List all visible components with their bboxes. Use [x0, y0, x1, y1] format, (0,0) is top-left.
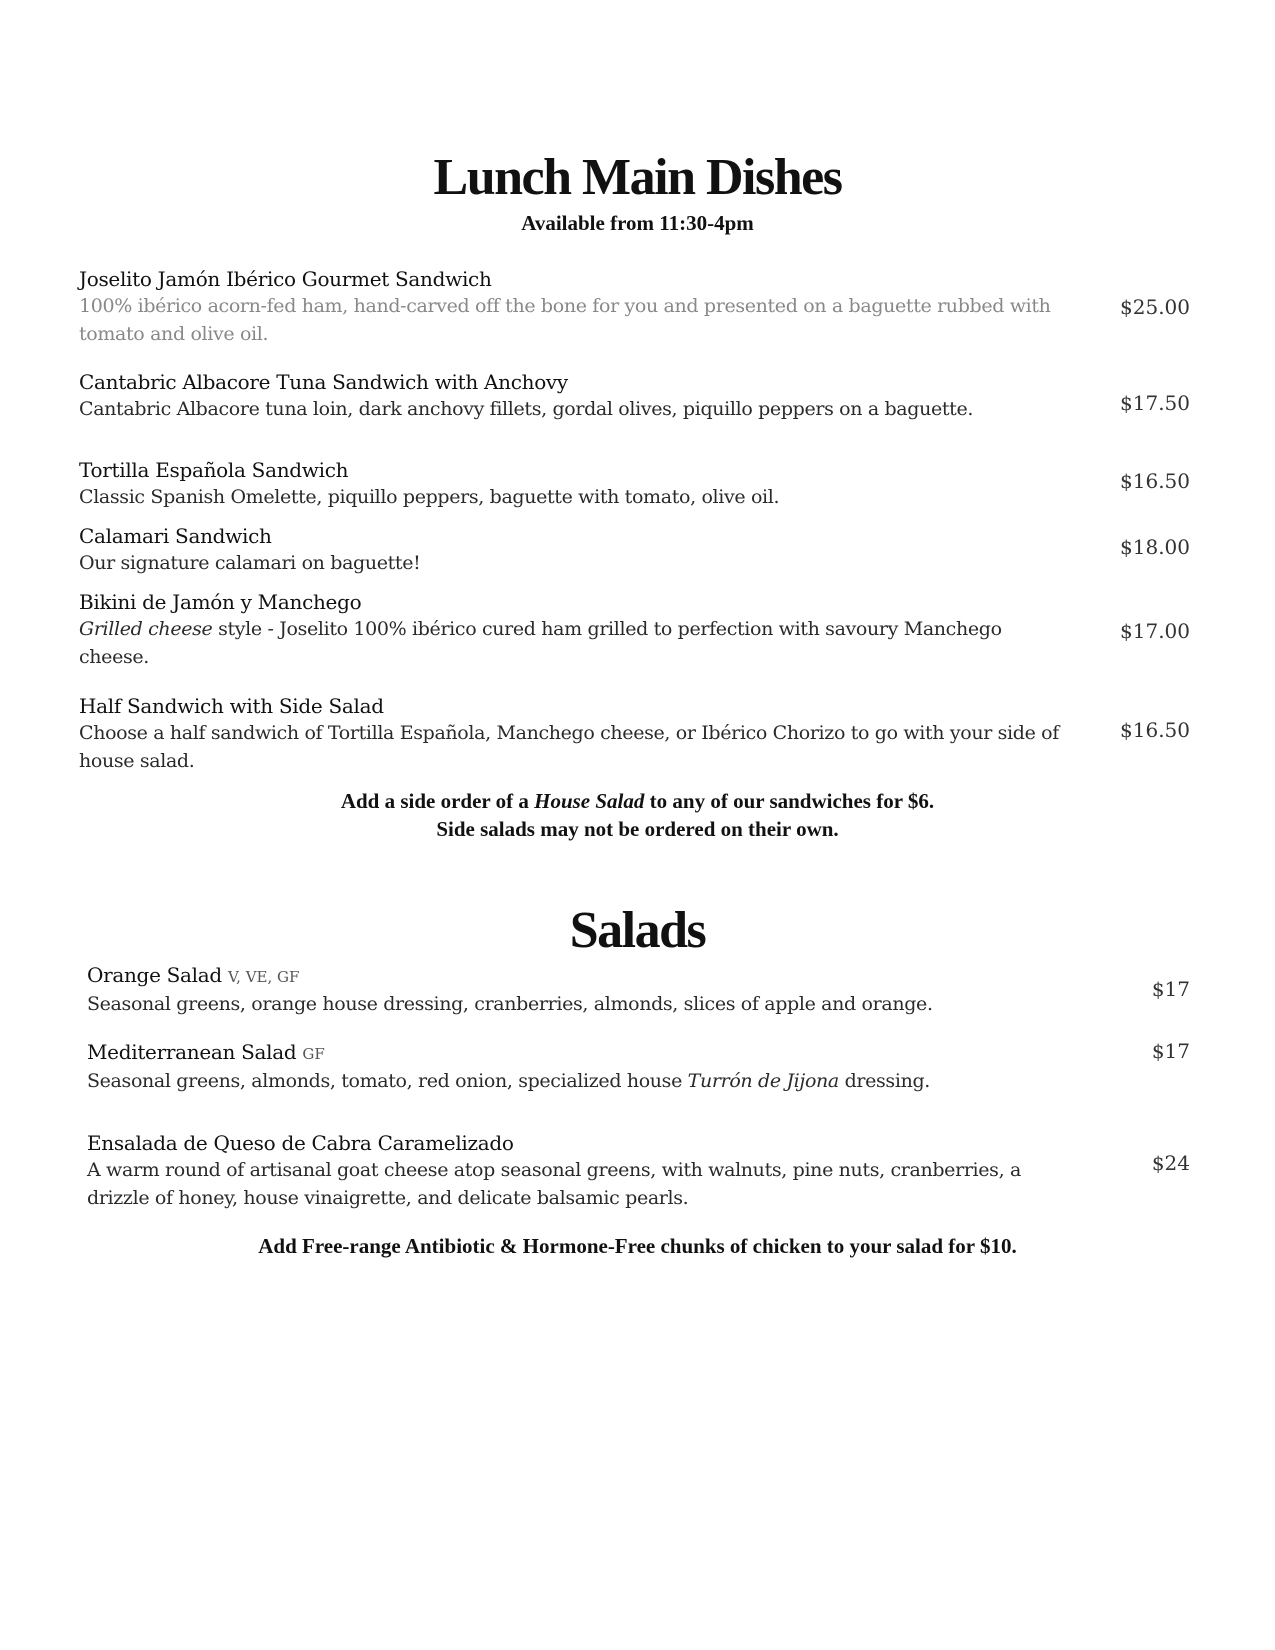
menu-item	[87, 1130, 1077, 1212]
note-text: Add a side order of a	[340, 789, 535, 813]
item-name: Joselito Jamón Ibérico Gourmet Sandwich	[79, 267, 492, 291]
item-name-text: Mediterranean Salad	[87, 1040, 297, 1064]
item-name: Ensalada de Queso de Cabra Caramelizado	[87, 1131, 514, 1155]
item-price: $18.00	[1120, 535, 1190, 559]
item-description-italic: Turrón de Jijona	[687, 1070, 839, 1092]
item-price: $17	[1151, 977, 1190, 1001]
item-description: Our signature calamari on baguette!	[79, 552, 421, 574]
item-description-italic: Grilled cheese	[79, 618, 213, 640]
lunch-title: Lunch Main Dishes	[433, 149, 842, 206]
lunch-side-note	[0, 787, 1275, 815]
menu-item	[79, 693, 1099, 775]
item-description: Cantabric Albacore tuna loin, dark anchovy fillets, gordal olives, piquillo peppers on a baguette.	[79, 398, 974, 420]
menu-item	[79, 457, 1079, 511]
item-name: Half Sandwich with Side Salad	[79, 694, 384, 718]
item-description-text: style - Joselito 100% ibérico cured ham grilled to perfection with savoury Manchego cheese.	[79, 618, 1002, 668]
menu-item	[87, 962, 1087, 1018]
menu-item	[79, 589, 1079, 671]
item-name	[87, 962, 1087, 990]
dietary-tags: V, VE, GF	[227, 968, 300, 986]
item-description: Seasonal greens, orange house dressing, cranberries, almonds, slices of apple and orange.	[87, 993, 933, 1015]
item-price: $17.00	[1120, 619, 1190, 643]
dietary-tags: GF	[302, 1045, 325, 1063]
item-price: $16.50	[1120, 469, 1190, 493]
menu-item	[79, 266, 1079, 348]
salads-chicken-note: Add Free-range Antibiotic & Hormone-Free chunks of chicken to your salad for $10.	[258, 1234, 1017, 1258]
item-description	[79, 615, 1069, 671]
note-text: to any of our sandwiches for $6.	[644, 789, 935, 813]
menu-item	[79, 523, 1079, 577]
note-italic: House Salad	[534, 789, 645, 813]
item-description: A warm round of artisanal goat cheese atop seasonal greens, with walnuts, pine nuts, cranberries, a drizzle of honey, house vinaigrette, and delicate balsamic pearls.	[87, 1159, 1021, 1209]
item-price: $24	[1151, 1151, 1190, 1175]
item-description-text: dressing.	[838, 1070, 930, 1092]
item-name	[87, 1039, 1087, 1067]
item-price: $17.50	[1120, 391, 1190, 415]
menu-item	[87, 1039, 1087, 1095]
item-description: Classic Spanish Omelette, piquillo peppers, baguette with tomato, olive oil.	[79, 486, 780, 508]
item-description	[87, 1067, 1087, 1095]
item-description: 100% ibérico acorn-fed ham, hand-carved off the bone for you and presented on a baguette rubbed with tomato and olive oil.	[79, 295, 1051, 345]
item-name: Cantabric Albacore Tuna Sandwich with Anchovy	[79, 370, 568, 394]
item-description: Choose a half sandwich of Tortilla Española, Manchego cheese, or Ibérico Chorizo to go with your side of house salad.	[79, 722, 1059, 772]
item-price: $17	[1151, 1039, 1190, 1063]
item-name: Tortilla Española Sandwich	[79, 458, 349, 482]
item-name: Calamari Sandwich	[79, 524, 272, 548]
menu-item	[79, 369, 1079, 423]
item-description-text: Seasonal greens, almonds, tomato, red onion, specialized house	[87, 1070, 688, 1092]
lunch-subtitle: Available from 11:30-4pm	[521, 211, 754, 235]
item-price: $16.50	[1120, 718, 1190, 742]
salads-title: Salads	[569, 902, 706, 959]
item-price: $25.00	[1120, 295, 1190, 319]
item-name: Bikini de Jamón y Manchego	[79, 590, 362, 614]
item-name-text: Orange Salad	[87, 963, 222, 987]
lunch-side-note-2: Side salads may not be ordered on their own.	[436, 817, 839, 841]
